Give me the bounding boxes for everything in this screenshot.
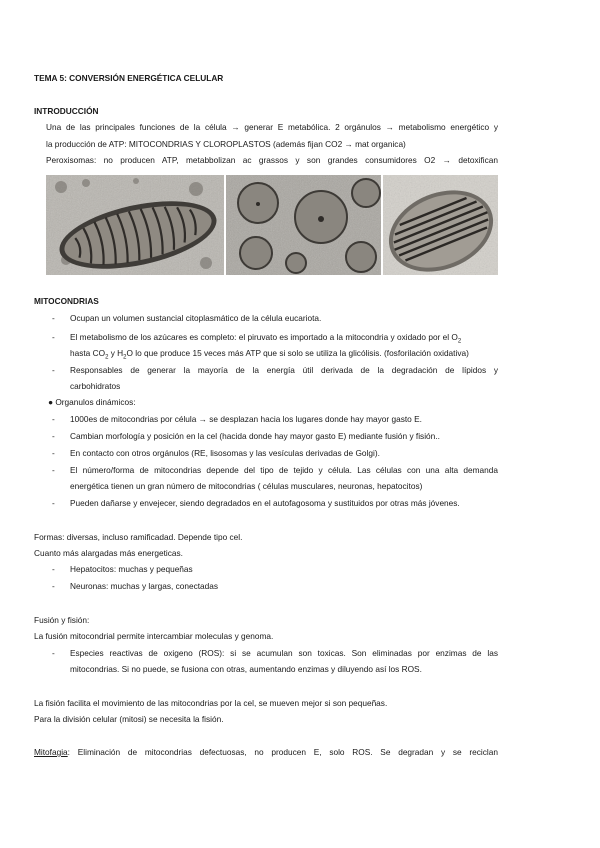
bullet-dash: - — [52, 414, 55, 424]
dyn-bullet-2: Cambian morfología y posición en la cel (hacida donde hay mayor gasto E) mediante fusión y fisión.. — [70, 431, 440, 441]
intro-line-2: la producción de ATP: MITOCONDRIAS Y CLOROPLASTOS (además fijan CO2 → mat organica) — [46, 139, 406, 149]
intro-line-1: Una de las principales funciones de la célula → generar E metabólica. 2 orgánulos → metabolismo energético y — [46, 122, 498, 132]
intro-heading: INTRODUCCIÓN — [34, 106, 99, 116]
mito-bullet-3b: carbohidratos — [70, 381, 121, 391]
micrograph-strip — [46, 174, 498, 275]
fusion-heading: Fusión y fisión: — [34, 615, 90, 625]
formas-bullet-2: Neuronas: muchas y largas, conectadas — [70, 581, 219, 591]
mitofagia-line — [34, 747, 498, 758]
document-title: TEMA 5: CONVERSIÓN ENERGÉTICA CELULAR — [34, 73, 224, 83]
mitochondrion-micrograph — [46, 175, 224, 275]
formas-bullet-1: Hepatocitos: muchas y pequeñas — [70, 564, 193, 574]
mito-bullet-2a — [70, 332, 461, 343]
mito-bullet-2b-mid: y H — [108, 348, 124, 358]
mito-bullet-2a-text: El metabolismo de los azúcares es completo: el piruvato es importado a la mitocondria y oxidado por el O — [70, 332, 458, 342]
dyn-bullet-4a: El número/forma de mitocondrias depende del tipo de tejido y célula. Las células con una alta demanda — [70, 465, 498, 475]
mito-bullet-2b-post: O lo que produce 15 veces más ATP que si solo se utiliza la glicólisis. (fosforilación oxidativa) — [126, 348, 469, 358]
bullet-dash: - — [52, 313, 55, 323]
bullet-dash: - — [52, 564, 55, 574]
dyn-bullet-5: Pueden dañarse y envejecer, siendo degradados en el autofagosoma y sustituidos por otras más jóvenes. — [70, 498, 460, 508]
dyn-bullet-1: 1000es de mitocondrias por célula → se desplazan hacia los lugares donde hay mayor gasto E. — [70, 414, 422, 424]
fusion-bullet-1b: mitocondrias. Si no puede, se fusiona con otras, aumentando enzimas y diluyendo así los ROS. — [70, 664, 422, 674]
peroxisome-micrograph — [226, 175, 381, 275]
fusion-line-1: La fusión mitocondrial permite intercambiar moleculas y genoma. — [34, 631, 274, 641]
bullet-dash: - — [52, 648, 55, 658]
fision-line-1: La fisión facilita el movimiento de las mitocondrias por la cel, se mueven mejor si son pequeñas. — [34, 698, 388, 708]
dyn-bullet-4b: energética tienen un gran número de mitocondrias ( células musculares, neuronas, hepatocitos) — [70, 481, 423, 491]
bullet-dash: - — [52, 365, 55, 375]
fision-line-2: Para la división celular (mitosi) se necesita la fisión. — [34, 714, 224, 724]
bullet-dash: - — [52, 332, 55, 342]
bullet-dash: - — [52, 431, 55, 441]
formas-line-1: Formas: diversas, incluso ramificadad. Depende tipo cel. — [34, 532, 243, 542]
bullet-dash: - — [52, 498, 55, 508]
bullet-dash: - — [52, 465, 55, 475]
mitofagia-text: : Eliminación de mitocondrias defectuosas, no producen E, solo ROS. Se degradan y se reciclan — [67, 747, 498, 757]
formas-line-2: Cuanto más alargadas más energeticas. — [34, 548, 183, 558]
mito-bullet-2b — [70, 348, 469, 359]
dyn-bullet-3: En contacto con otros orgánulos (RE, lisosomas y las vesículas derivadas de Golgi). — [70, 448, 380, 458]
mito-heading: MITOCONDRIAS — [34, 296, 99, 306]
mito-bullet-3a: Responsables de generar la mayoría de la energía útil derivada de la degradación de lípidos y — [70, 365, 498, 375]
mito-bullet-1: Ocupan un volumen sustancial citoplasmático de la célula eucariota. — [70, 313, 322, 323]
subscript-2: 2 — [123, 354, 127, 361]
mitofagia-term: Mitofagia — [34, 747, 68, 757]
subscript-2: 2 — [105, 354, 109, 361]
subscript-2: 2 — [457, 338, 462, 345]
bullet-dash: - — [52, 448, 55, 458]
dynamic-organelles-heading: ● Organulos dinámicos: — [48, 397, 136, 407]
fusion-bullet-1a: Especies reactivas de oxigeno (ROS): si se acumulan son toxicas. Son eliminadas por enzimas de las — [70, 648, 498, 658]
intro-line-3: Peroxisomas: no producen ATP, metabbolizan ac grassos y son grandes consumidores O2 → detoxifican — [46, 155, 498, 165]
bullet-dash: - — [52, 581, 55, 591]
mito-bullet-2b-text: hasta CO — [70, 348, 106, 358]
chloroplast-micrograph — [383, 175, 498, 275]
